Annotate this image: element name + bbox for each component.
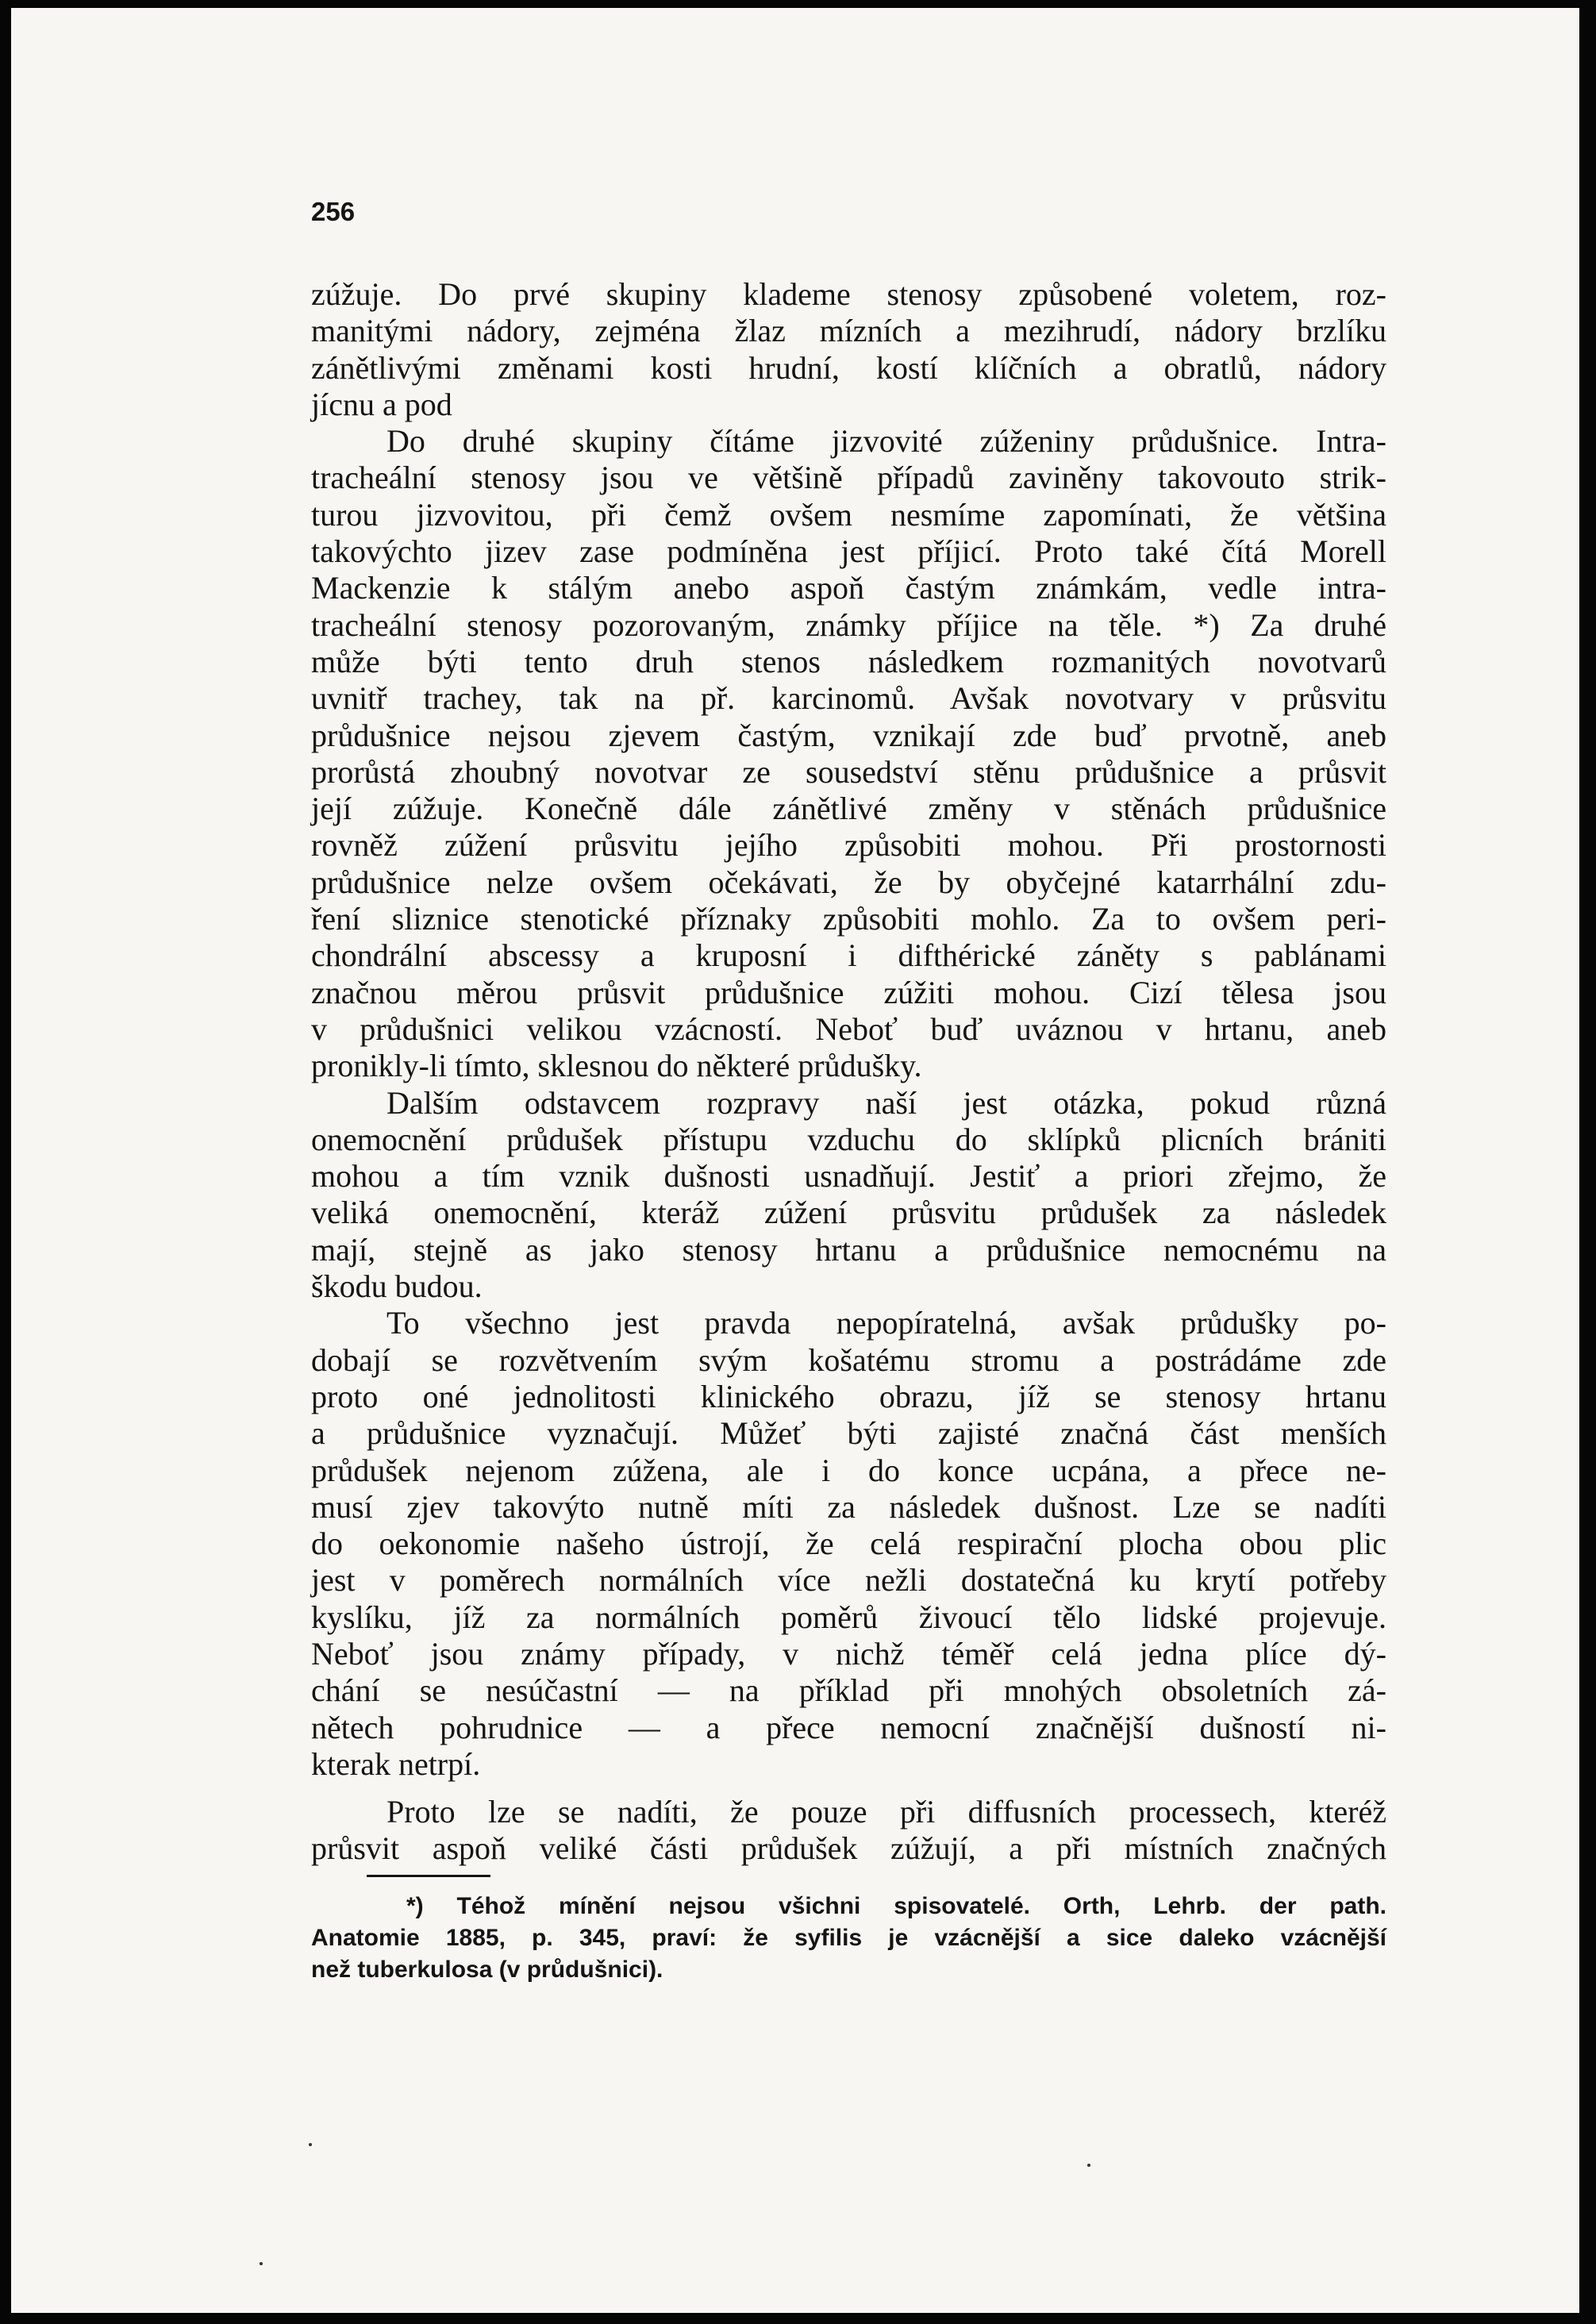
- text-line: průdušek nejenom zúžena, ale i do konce ucpána, a přece ne-: [311, 1452, 1386, 1488]
- text-line: To všechno jest pravda nepopíratelná, avšak průdušky po-: [387, 1305, 1386, 1341]
- text-line: veliká onemocnění, kteráž zúžení průsvitu průdušek za následek: [311, 1195, 1386, 1231]
- text-line: do oekonomie našeho ústrojí, že celá respirační plocha obou plic: [311, 1526, 1386, 1562]
- text-line: průdušnice nejsou zjevem častým, vznikají zde buď prvotně, aneb: [311, 717, 1386, 753]
- text-line: její zúžuje. Konečně dále zánětlivé změny v stěnách průdušnice: [311, 791, 1386, 827]
- text-line: tracheální stenosy jsou ve většině případů zaviněny takovouto strik-: [311, 460, 1386, 496]
- footnote-separator: [367, 1875, 490, 1877]
- text-line: kterak netrpí.: [311, 1745, 481, 1782]
- text-line: prorůstá zhoubný novotvar ze sousedství stěnu průdušnice a průsvit: [311, 753, 1386, 790]
- main-text: [311, 276, 1386, 1868]
- text-line: chání se nesúčastní — na příklad při mnohých obsoletních zá-: [311, 1672, 1386, 1709]
- text-line: jest v poměrech normálních více nežli dostatečná ku krytí potřeby: [311, 1562, 1386, 1599]
- text-line: Neboť jsou známy případy, v nichž téměř celá jedna plíce dý-: [311, 1635, 1386, 1672]
- text-line: Proto lze se nadíti, že pouze při diffusních processech, kteréž: [387, 1794, 1386, 1830]
- page-number: 256: [311, 197, 356, 226]
- text-line: nětech pohrudnice — a přece nemocní značnější dušností ni-: [311, 1709, 1386, 1745]
- text-line: turou jizvovitou, při čemž ovšem nesmíme zapomínati, že většina: [311, 496, 1386, 533]
- text-line: onemocnění průdušek přístupu vzduchu do sklípků plicních brániti: [311, 1121, 1386, 1157]
- text-line: uvnitř trachey, tak na př. karcinomů. Avšak novotvary v průsvitu: [311, 680, 1386, 717]
- text-line: tracheální stenosy pozorovaným, známky příjice na těle. *) Za druhé: [311, 606, 1386, 643]
- footnote-line: *) Téhož mínění nejsou všichni spisovatelé. Orth, Lehrb. der path.: [406, 1893, 1386, 1919]
- text-line: mohou a tím vznik dušnosti usnadňují. Jestiť a priori zřejmo, že: [311, 1158, 1386, 1195]
- text-line: rovněž zúžení průsvitu jejího způsobiti mohou. Při prostornosti: [311, 827, 1386, 864]
- text-line: takovýchto jizev zase podmíněna jest příjicí. Proto také čítá Morell: [311, 533, 1386, 570]
- text-line: v průdušnici velikou vzácností. Neboť buď uváznou v hrtanu, aneb: [311, 1010, 1386, 1047]
- text-line: pronikly-li tímto, sklesnou do některé průdušky.: [311, 1048, 922, 1084]
- text-line: dobají se rozvětvením svým košatému stromu a postrádáme zde: [311, 1341, 1386, 1378]
- text-line: Do druhé skupiny čítáme jizvovité zúženiny průdušnice. Intra-: [387, 423, 1386, 460]
- text-line: proto oné jednolitosti klinického obrazu, jíž se stenosy hrtanu: [311, 1378, 1386, 1414]
- text-line: chondrální abscessy a kruposní i difthérické záněty s pablánami: [311, 937, 1386, 974]
- text-line: zánětlivými změnami kosti hrudní, kostí klíčních a obratlů, nádory: [311, 349, 1386, 386]
- text-line: může býti tento druh stenos následkem rozmanitých novotvarů: [311, 643, 1386, 679]
- text-line: škodu budou.: [311, 1268, 483, 1305]
- text-line: průdušnice nelze ovšem očekávati, že by obyčejné katarrhální zdu-: [311, 864, 1386, 900]
- text-line: kyslíku, jíž za normálních poměrů živoucí tělo lidské projevuje.: [311, 1599, 1386, 1635]
- scan-speck: [309, 2143, 312, 2146]
- text-line: musí zjev takovýto nutně míti za následek dušnost. Lze se nadíti: [311, 1488, 1386, 1525]
- text-line: manitými nádory, zejména žlaz mízních a mezihrudí, nádory brzlíku: [311, 313, 1386, 349]
- text-line: a průdušnice vyznačují. Můžeť býti zajisté značná část menších: [311, 1415, 1386, 1452]
- footnote-line: než tuberkulosa (v průdušnici).: [311, 1957, 663, 1983]
- footnote-line: Anatomie 1885, p. 345, praví: že syfilis je vzácnější a sice daleko vzácnější: [311, 1925, 1386, 1951]
- text-line: značnou měrou průsvit průdušnice zúžiti mohou. Cizí tělesa jsou: [311, 974, 1386, 1010]
- text-line: zúžuje. Do prvé skupiny klademe stenosy způsobené voletem, roz-: [311, 276, 1386, 312]
- text-line: Dalším odstavcem rozpravy naší jest otázka, pokud různá: [387, 1084, 1386, 1121]
- scan-speck: [260, 2262, 263, 2265]
- footnote: [311, 1891, 1386, 1986]
- paragraph-gap: [311, 1783, 1386, 1794]
- text-line: Mackenzie k stálým anebo aspoň častým známkám, vedle intra-: [311, 570, 1386, 606]
- text-line: ření sliznice stenotické příznaky způsobiti mohlo. Za to ovšem peri-: [311, 901, 1386, 937]
- scan-speck: [1087, 2164, 1090, 2167]
- text-line: jícnu a pod: [311, 386, 452, 422]
- text-line: průsvit aspoň veliké části průdušek zúžují, a při místních značných: [311, 1830, 1386, 1867]
- text-line: mají, stejně as jako stenosy hrtanu a průdušnice nemocnému na: [311, 1231, 1386, 1268]
